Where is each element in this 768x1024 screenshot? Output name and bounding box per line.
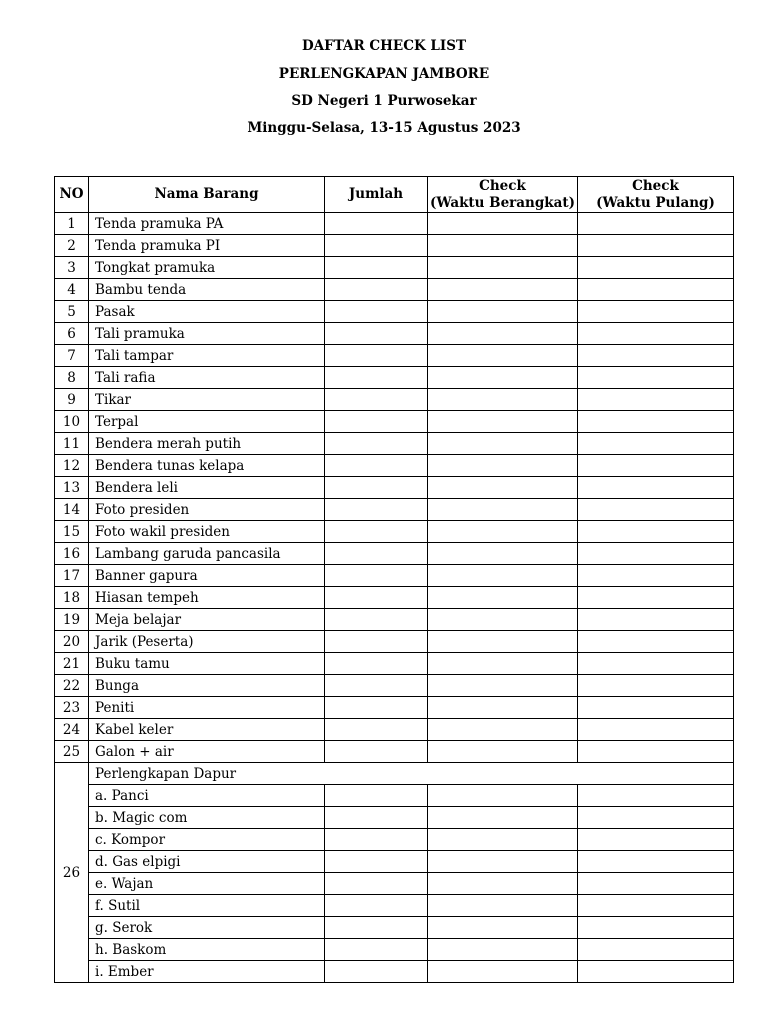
check-return-cell[interactable] — [578, 807, 734, 829]
table-row — [55, 389, 734, 411]
item-name: i. Ember — [89, 961, 325, 983]
row-number: 18 — [55, 587, 89, 609]
quantity-cell[interactable] — [325, 257, 428, 279]
table-body — [55, 213, 734, 983]
item-name: Lambang garuda pancasila — [89, 543, 325, 565]
check-depart-cell[interactable] — [428, 719, 578, 741]
quantity-cell[interactable] — [325, 521, 428, 543]
check-return-cell[interactable] — [578, 851, 734, 873]
table-row — [55, 565, 734, 587]
row-number: 16 — [55, 543, 89, 565]
check-depart-cell[interactable] — [428, 433, 578, 455]
item-name: Buku tamu — [89, 653, 325, 675]
table-row — [55, 279, 734, 301]
table-row — [55, 631, 734, 653]
table-row — [55, 851, 734, 873]
check-depart-cell[interactable] — [428, 697, 578, 719]
row-number: 2 — [55, 235, 89, 257]
table-row — [55, 345, 734, 367]
quantity-cell[interactable] — [325, 697, 428, 719]
quantity-cell[interactable] — [325, 653, 428, 675]
check-return-cell[interactable] — [578, 235, 734, 257]
table-row — [55, 675, 734, 697]
table-row — [55, 301, 734, 323]
table-row — [55, 939, 734, 961]
column-header-quantity: Jumlah — [325, 177, 428, 213]
row-number: 9 — [55, 389, 89, 411]
quantity-cell[interactable] — [325, 587, 428, 609]
item-name: Tenda pramuka PA — [89, 213, 325, 235]
group-title-row — [55, 763, 734, 785]
column-header-check-depart-line1: Check — [479, 177, 526, 194]
row-number: 17 — [55, 565, 89, 587]
quantity-cell[interactable] — [325, 235, 428, 257]
item-name: Bambu tenda — [89, 279, 325, 301]
check-return-cell[interactable] — [578, 609, 734, 631]
row-number: 1 — [55, 213, 89, 235]
school-name: SD Negeri 1 Purwosekar — [291, 93, 477, 109]
quantity-cell[interactable] — [325, 851, 428, 873]
quantity-cell[interactable] — [325, 675, 428, 697]
item-name: Peniti — [89, 697, 325, 719]
item-name: Bendera merah putih — [89, 433, 325, 455]
check-depart-cell[interactable] — [428, 543, 578, 565]
check-return-cell[interactable] — [578, 279, 734, 301]
item-name: h. Baskom — [89, 939, 325, 961]
check-return-cell[interactable] — [578, 301, 734, 323]
item-name: c. Kompor — [89, 829, 325, 851]
check-return-cell[interactable] — [578, 587, 734, 609]
row-number: 11 — [55, 433, 89, 455]
check-depart-cell[interactable] — [428, 653, 578, 675]
check-return-cell[interactable] — [578, 873, 734, 895]
item-name: g. Serok — [89, 917, 325, 939]
quantity-cell[interactable] — [325, 917, 428, 939]
check-return-cell[interactable] — [578, 653, 734, 675]
row-number: 26 — [55, 763, 89, 983]
document-title: DAFTAR CHECK LIST — [301, 38, 467, 54]
row-number: 15 — [55, 521, 89, 543]
item-name: Pasak — [89, 301, 325, 323]
table-row — [55, 895, 734, 917]
check-depart-cell[interactable] — [428, 235, 578, 257]
check-depart-cell[interactable] — [428, 609, 578, 631]
quantity-cell[interactable] — [325, 301, 428, 323]
check-return-cell[interactable] — [578, 543, 734, 565]
quantity-cell[interactable] — [325, 389, 428, 411]
quantity-cell[interactable] — [325, 499, 428, 521]
quantity-cell[interactable] — [325, 279, 428, 301]
check-return-cell[interactable] — [578, 323, 734, 345]
check-depart-cell[interactable] — [428, 301, 578, 323]
check-depart-cell[interactable] — [428, 411, 578, 433]
table-row — [55, 323, 734, 345]
row-number: 19 — [55, 609, 89, 631]
item-name: Tali pramuka — [89, 323, 325, 345]
row-number: 22 — [55, 675, 89, 697]
check-depart-cell[interactable] — [428, 587, 578, 609]
table-row — [55, 587, 734, 609]
event-date: Minggu-Selasa, 13-15 Agustus 2023 — [247, 120, 521, 136]
row-number: 12 — [55, 455, 89, 477]
check-return-cell[interactable] — [578, 741, 734, 763]
check-depart-cell[interactable] — [428, 521, 578, 543]
table-row — [55, 367, 734, 389]
quantity-cell[interactable] — [325, 631, 428, 653]
check-return-cell[interactable] — [578, 961, 734, 983]
item-name: e. Wajan — [89, 873, 325, 895]
row-number: 6 — [55, 323, 89, 345]
quantity-cell[interactable] — [325, 895, 428, 917]
check-return-cell[interactable] — [578, 675, 734, 697]
check-depart-cell[interactable] — [428, 939, 578, 961]
quantity-cell[interactable] — [325, 345, 428, 367]
item-name: Galon + air — [89, 741, 325, 763]
table-row — [55, 719, 734, 741]
row-number: 25 — [55, 741, 89, 763]
check-return-cell[interactable] — [578, 499, 734, 521]
check-return-cell[interactable] — [578, 455, 734, 477]
column-header-check-return — [578, 177, 734, 213]
table-row — [55, 543, 734, 565]
row-number: 23 — [55, 697, 89, 719]
item-name: Hiasan tempeh — [89, 587, 325, 609]
check-return-cell[interactable] — [578, 477, 734, 499]
table-row — [55, 235, 734, 257]
table-header-row — [55, 177, 734, 213]
item-name: d. Gas elpigi — [89, 851, 325, 873]
check-depart-cell[interactable] — [428, 873, 578, 895]
column-header-name: Nama Barang — [89, 177, 325, 213]
item-name: Bendera tunas kelapa — [89, 455, 325, 477]
quantity-cell[interactable] — [325, 477, 428, 499]
check-depart-cell[interactable] — [428, 895, 578, 917]
check-depart-cell[interactable] — [428, 389, 578, 411]
item-name: b. Magic com — [89, 807, 325, 829]
quantity-cell[interactable] — [325, 829, 428, 851]
item-name: Tikar — [89, 389, 325, 411]
row-number: 4 — [55, 279, 89, 301]
table-row — [55, 521, 734, 543]
check-return-cell[interactable] — [578, 631, 734, 653]
quantity-cell[interactable] — [325, 433, 428, 455]
column-header-no: NO — [55, 177, 89, 213]
item-name: Foto wakil presiden — [89, 521, 325, 543]
column-header-check-return-line1: Check — [632, 177, 679, 194]
check-return-cell[interactable] — [578, 785, 734, 807]
check-depart-cell[interactable] — [428, 785, 578, 807]
check-return-cell[interactable] — [578, 367, 734, 389]
quantity-cell[interactable] — [325, 873, 428, 895]
table-row — [55, 213, 734, 235]
quantity-cell[interactable] — [325, 807, 428, 829]
row-number: 21 — [55, 653, 89, 675]
check-return-cell[interactable] — [578, 917, 734, 939]
item-name: Foto presiden — [89, 499, 325, 521]
check-depart-cell[interactable] — [428, 345, 578, 367]
item-name: Banner gapura — [89, 565, 325, 587]
table-row — [55, 873, 734, 895]
table-row — [55, 785, 734, 807]
item-name: Tongkat pramuka — [89, 257, 325, 279]
check-depart-cell[interactable] — [428, 257, 578, 279]
quantity-cell[interactable] — [325, 323, 428, 345]
check-return-cell[interactable] — [578, 719, 734, 741]
item-name: f. Sutil — [89, 895, 325, 917]
check-depart-cell[interactable] — [428, 829, 578, 851]
row-number: 5 — [55, 301, 89, 323]
check-return-cell[interactable] — [578, 257, 734, 279]
column-header-check-depart-line2: (Waktu Berangkat) — [429, 194, 576, 211]
check-depart-cell[interactable] — [428, 565, 578, 587]
check-return-cell[interactable] — [578, 521, 734, 543]
table-row — [55, 829, 734, 851]
row-number: 20 — [55, 631, 89, 653]
check-depart-cell[interactable] — [428, 213, 578, 235]
row-number: 13 — [55, 477, 89, 499]
table-row — [55, 411, 734, 433]
item-name: Tali rafia — [89, 367, 325, 389]
check-depart-cell[interactable] — [428, 851, 578, 873]
quantity-cell[interactable] — [325, 213, 428, 235]
check-return-cell[interactable] — [578, 895, 734, 917]
quantity-cell[interactable] — [325, 961, 428, 983]
table-row — [55, 455, 734, 477]
table-row — [55, 653, 734, 675]
quantity-cell[interactable] — [325, 785, 428, 807]
table-row — [55, 961, 734, 983]
item-name: Kabel keler — [89, 719, 325, 741]
table-row — [55, 433, 734, 455]
row-number: 14 — [55, 499, 89, 521]
check-depart-cell[interactable] — [428, 917, 578, 939]
quantity-cell[interactable] — [325, 609, 428, 631]
item-name: Bunga — [89, 675, 325, 697]
item-name: Tali tampar — [89, 345, 325, 367]
check-return-cell[interactable] — [578, 697, 734, 719]
check-depart-cell[interactable] — [428, 807, 578, 829]
check-return-cell[interactable] — [578, 433, 734, 455]
quantity-cell[interactable] — [325, 565, 428, 587]
table-row — [55, 477, 734, 499]
row-number: 24 — [55, 719, 89, 741]
check-return-cell[interactable] — [578, 565, 734, 587]
item-name: Jarik (Peserta) — [89, 631, 325, 653]
item-name: Tenda pramuka PI — [89, 235, 325, 257]
quantity-cell[interactable] — [325, 939, 428, 961]
item-name: a. Panci — [89, 785, 325, 807]
document-subtitle: PERLENGKAPAN JAMBORE — [278, 66, 490, 82]
quantity-cell[interactable] — [325, 741, 428, 763]
quantity-cell[interactable] — [325, 367, 428, 389]
quantity-cell[interactable] — [325, 719, 428, 741]
check-return-cell[interactable] — [578, 411, 734, 433]
row-number: 7 — [55, 345, 89, 367]
check-depart-cell[interactable] — [428, 367, 578, 389]
check-depart-cell[interactable] — [428, 961, 578, 983]
check-depart-cell[interactable] — [428, 477, 578, 499]
check-depart-cell[interactable] — [428, 631, 578, 653]
check-depart-cell[interactable] — [428, 741, 578, 763]
row-number: 8 — [55, 367, 89, 389]
check-return-cell[interactable] — [578, 345, 734, 367]
item-name: Meja belajar — [89, 609, 325, 631]
table-row — [55, 917, 734, 939]
check-return-cell[interactable] — [578, 939, 734, 961]
check-depart-cell[interactable] — [428, 499, 578, 521]
table-row — [55, 807, 734, 829]
column-header-check-depart — [428, 177, 578, 213]
checklist-table — [54, 176, 734, 983]
table-row — [55, 499, 734, 521]
check-depart-cell[interactable] — [428, 279, 578, 301]
check-depart-cell[interactable] — [428, 455, 578, 477]
column-header-check-return-line2: (Waktu Pulang) — [596, 194, 715, 211]
row-number: 3 — [55, 257, 89, 279]
item-name: Terpal — [89, 411, 325, 433]
table-row — [55, 741, 734, 763]
table-row — [55, 697, 734, 719]
group-title: Perlengkapan Dapur — [89, 763, 734, 785]
item-name: Bendera leli — [89, 477, 325, 499]
quantity-cell[interactable] — [325, 411, 428, 433]
check-return-cell[interactable] — [578, 389, 734, 411]
table-row — [55, 609, 734, 631]
quantity-cell[interactable] — [325, 543, 428, 565]
check-depart-cell[interactable] — [428, 675, 578, 697]
check-return-cell[interactable] — [578, 213, 734, 235]
check-return-cell[interactable] — [578, 829, 734, 851]
table-row — [55, 257, 734, 279]
row-number: 10 — [55, 411, 89, 433]
check-depart-cell[interactable] — [428, 323, 578, 345]
quantity-cell[interactable] — [325, 455, 428, 477]
